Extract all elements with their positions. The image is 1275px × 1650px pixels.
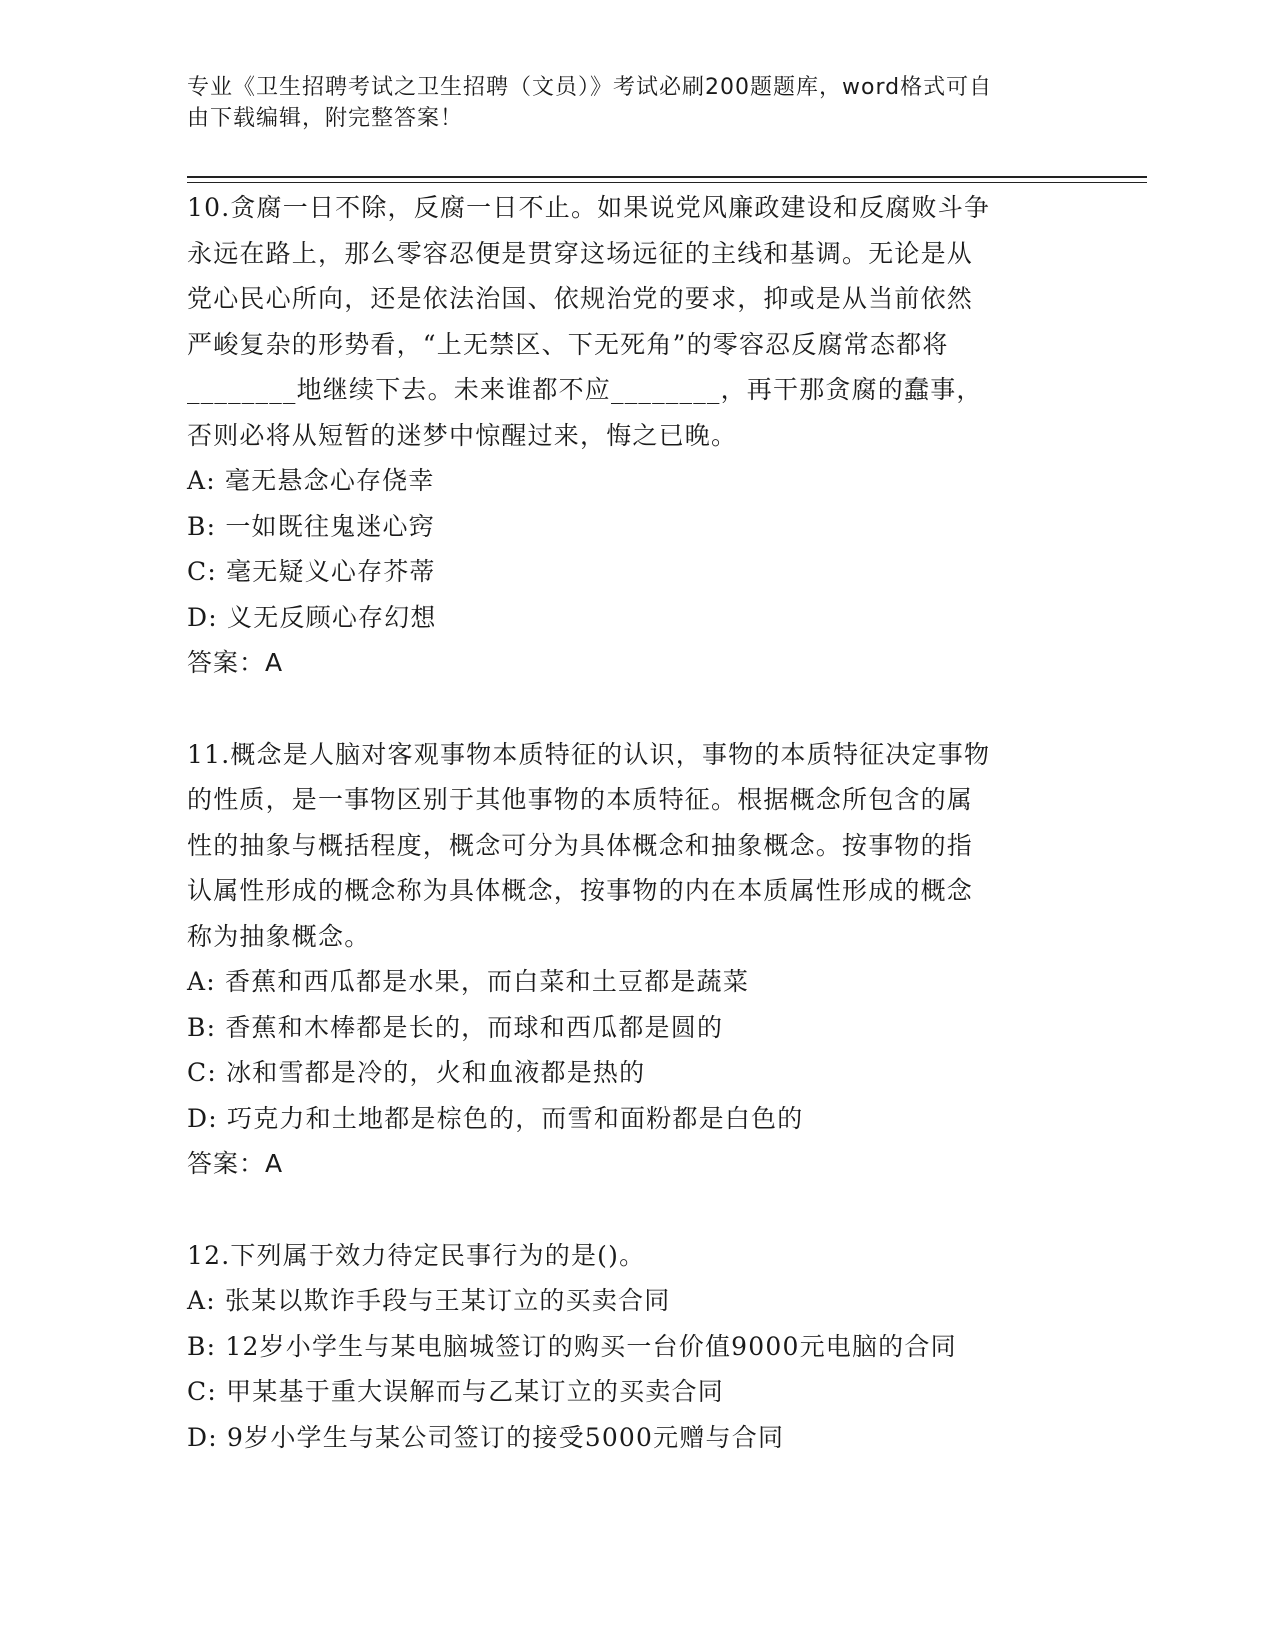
question-text-line: 性的抽象与概括程度，概念可分为具体概念和抽象概念。按事物的指 <box>187 830 974 860</box>
option-a: A: 香蕉和西瓜都是水果，而白菜和土豆都是蔬菜 <box>187 967 750 996</box>
question-text-line: 11.概念是人脑对客观事物本质特征的认识，事物的本质特征决定事物 <box>187 739 991 769</box>
answer-label: 答案：A <box>187 1149 284 1178</box>
document-header <box>187 72 1067 134</box>
question-text-line: 10.贪腐一日不除，反腐一日不止。如果说党风廉政建设和反腐败斗争 <box>187 193 991 222</box>
header-line-1: 专业《卫生招聘考试之卫生招聘（文员）》考试必刷200题题库，word格式可自 <box>187 75 993 100</box>
option-d: D: 9岁小学生与某公司签订的接受5000元赠与合同 <box>187 1422 785 1452</box>
question-text <box>187 185 1067 458</box>
option-d: D: 义无反顾心存幻想 <box>187 602 437 632</box>
answer-label: 答案：A <box>187 648 284 677</box>
question-text-line: 12.下列属于效力待定民事行为的是()。 <box>187 1240 646 1270</box>
question-text-line: 称为抽象概念。 <box>187 921 371 951</box>
option-a: A: 张某以欺诈手段与王某订立的买卖合同 <box>187 1286 671 1315</box>
option-b: B: 一如既往鬼迷心窍 <box>187 511 435 541</box>
question-text-line: 严峻复杂的形势看，“上无禁区、下无死角”的零容忍反腐常态都将 <box>187 329 949 359</box>
option-d: D: 巧克力和土地都是棕色的，而雪和面粉都是白色的 <box>187 1103 804 1133</box>
option-c: C: 毫无疑义心存芥蒂 <box>187 557 436 586</box>
header-divider-thick <box>187 176 1147 178</box>
question-10 <box>187 185 1067 686</box>
question-text <box>187 732 1067 960</box>
option-c: C: 甲某基于重大误解而与乙某订立的买卖合同 <box>187 1377 724 1406</box>
option-b: B: 12岁小学生与某电脑城签订的购买一台价值9000元电脑的合同 <box>187 1331 957 1361</box>
question-spacer <box>187 1187 1067 1233</box>
question-text-line: 认属性形成的概念称为具体概念，按事物的内在本质属性形成的概念 <box>187 876 974 905</box>
header-divider-thin <box>187 182 1147 183</box>
question-spacer <box>187 686 1067 732</box>
option-a: A: 毫无悬念心存侥幸 <box>187 466 435 495</box>
question-text <box>187 1233 1067 1279</box>
question-text-line: ________地继续下去。未来谁都不应________，再干那贪腐的蠢事， <box>187 375 983 404</box>
question-text-line: 否则必将从短暂的迷梦中惊醒过来，悔之已晚。 <box>187 420 738 450</box>
question-list <box>187 185 1067 1460</box>
question-text-line: 永远在路上，那么零容忍便是贯穿这场远征的主线和基调。无论是从 <box>187 238 974 268</box>
document-page <box>187 0 1147 1650</box>
question-11 <box>187 732 1067 1187</box>
question-12 <box>187 1233 1067 1461</box>
option-b: B: 香蕉和木棒都是长的，而球和西瓜都是圆的 <box>187 1012 724 1042</box>
option-c: C: 冰和雪都是冷的，火和血液都是热的 <box>187 1058 646 1087</box>
header-line-2: 由下载编辑，附完整答案！ <box>187 106 464 131</box>
question-text-line: 党心民心所向，还是依法治国、依规治党的要求，抑或是从当前依然 <box>187 284 974 313</box>
question-text-line: 的性质，是一事物区别于其他事物的本质特征。根据概念所包含的属 <box>187 785 974 814</box>
